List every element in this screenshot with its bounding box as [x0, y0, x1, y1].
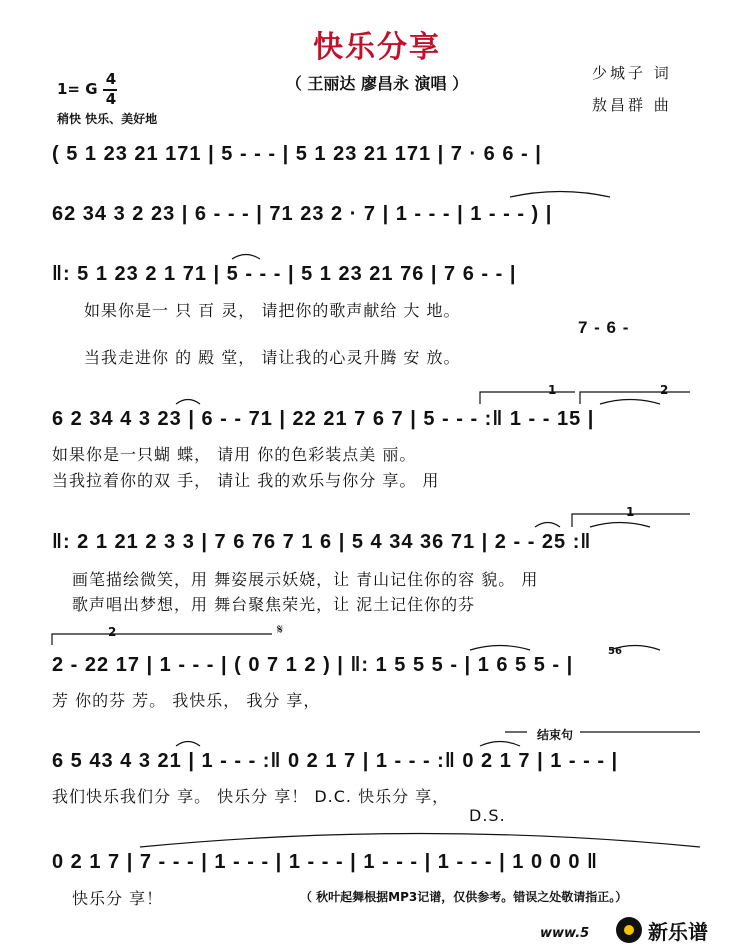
performers: （ 王丽达 廖昌永 演唱 ） [285, 74, 469, 93]
time-numerator: 4 [105, 70, 117, 88]
site-url[interactable]: www.5 [540, 926, 590, 941]
score-row-8: 0 2 1 7 | 7 - - - | 1 - - - | 1 - - - | 1 - - - | 1 - - - | 1 0 0 0 ‖ [52, 851, 598, 873]
lyrics-row-8: 快乐分 享！ [72, 889, 164, 908]
ds-mark: D.S. [469, 806, 506, 825]
time-denominator: 4 [105, 90, 117, 108]
key-signature: 1= G [57, 80, 98, 98]
lyrics-row-5-verse-2: 歌声唱出梦想，用 舞台聚焦荣光，让 泥土记住你的芬 [72, 595, 476, 614]
score-row-1: ( 5 1 23 21 171 | 5 - - - | 5 1 23 21 171 | 7 · 6 6 - | [52, 143, 542, 165]
lyrics-row-3-verse-2: 当我走进你 的 殿 堂， 请让我的心灵升腾 安 放。 [84, 348, 461, 367]
logo-text: 新乐谱 [648, 919, 708, 944]
lyrics-row-7: 我们快乐我们分 享。 快乐分 享！ D.C. 快乐分 享， [52, 787, 450, 806]
composer: 敖昌群 曲 [592, 96, 672, 114]
transcription-note: （ 秋叶起舞根据MP3记谱，仅供参考。错误之处敬请指正。） [300, 890, 628, 904]
segno-mark: 𝄋 [277, 622, 284, 638]
score-row-4: 6 2 34 4 3 23 | 6 - - 71 | 22 21 7 6 7 | 5 - - - :‖ 1 - - 15 | [52, 408, 595, 430]
lyricist: 少城子 词 [592, 64, 672, 82]
lyrics-row-4-verse-2: 当我拉着你的双 手， 请让 我的欢乐与你分 享。 用 [52, 471, 440, 490]
song-title: 快乐分享 [313, 30, 441, 65]
alternate-notes: 7 - 6 - [578, 318, 630, 337]
volta-1-label-row-5: 1 [626, 505, 635, 519]
grace-notes: 56 [608, 646, 622, 657]
lyrics-row-3-verse-1: 如果你是一 只 百 灵， 请把你的歌声献给 大 地。 [84, 301, 461, 320]
score-row-5: ‖: 2 1 21 2 3 3 | 7 6 76 7 1 6 | 5 4 34 36 71 | 2 - - 25 :‖ [52, 531, 592, 553]
volta-2-label-row-6: 2 [108, 625, 117, 639]
tempo-marking: 稍快 快乐、美好地 [57, 112, 158, 126]
score-row-7: 6 5 43 4 3 21 | 1 - - - :‖ 0 2 1 7 | 1 - - - :‖ 0 2 1 7 | 1 - - - | [52, 750, 619, 772]
volta-1-label: 1 [548, 383, 557, 397]
score-row-2: 62 34 3 2 23 | 6 - - - | 71 23 2 · 7 | 1 - - - | 1 - - - ) | [52, 203, 553, 225]
lyrics-row-5-verse-1: 画笔描绘微笑，用 舞姿展示妖娆，让 青山记住你的容 貌。 用 [72, 570, 539, 589]
lyrics-row-6: 芳 你的芬 芳。 我快乐， 我分 享， [52, 691, 321, 710]
volta-2-label: 2 [660, 383, 669, 397]
score-row-3: ‖: 5 1 23 2 1 71 | 5 - - - | 5 1 23 21 76 | 7 6 - - | [52, 263, 517, 285]
ending-label: 结束句 [537, 728, 574, 742]
lyrics-row-4-verse-1: 如果你是一只蝴 蝶， 请用 你的色彩装点美 丽。 [52, 445, 417, 464]
score-row-6: 2 - 22 17 | 1 - - - | ( 0 7 1 2 ) | ‖: 1 5 5 5 - | 1 6 5 5 - | [52, 654, 574, 676]
